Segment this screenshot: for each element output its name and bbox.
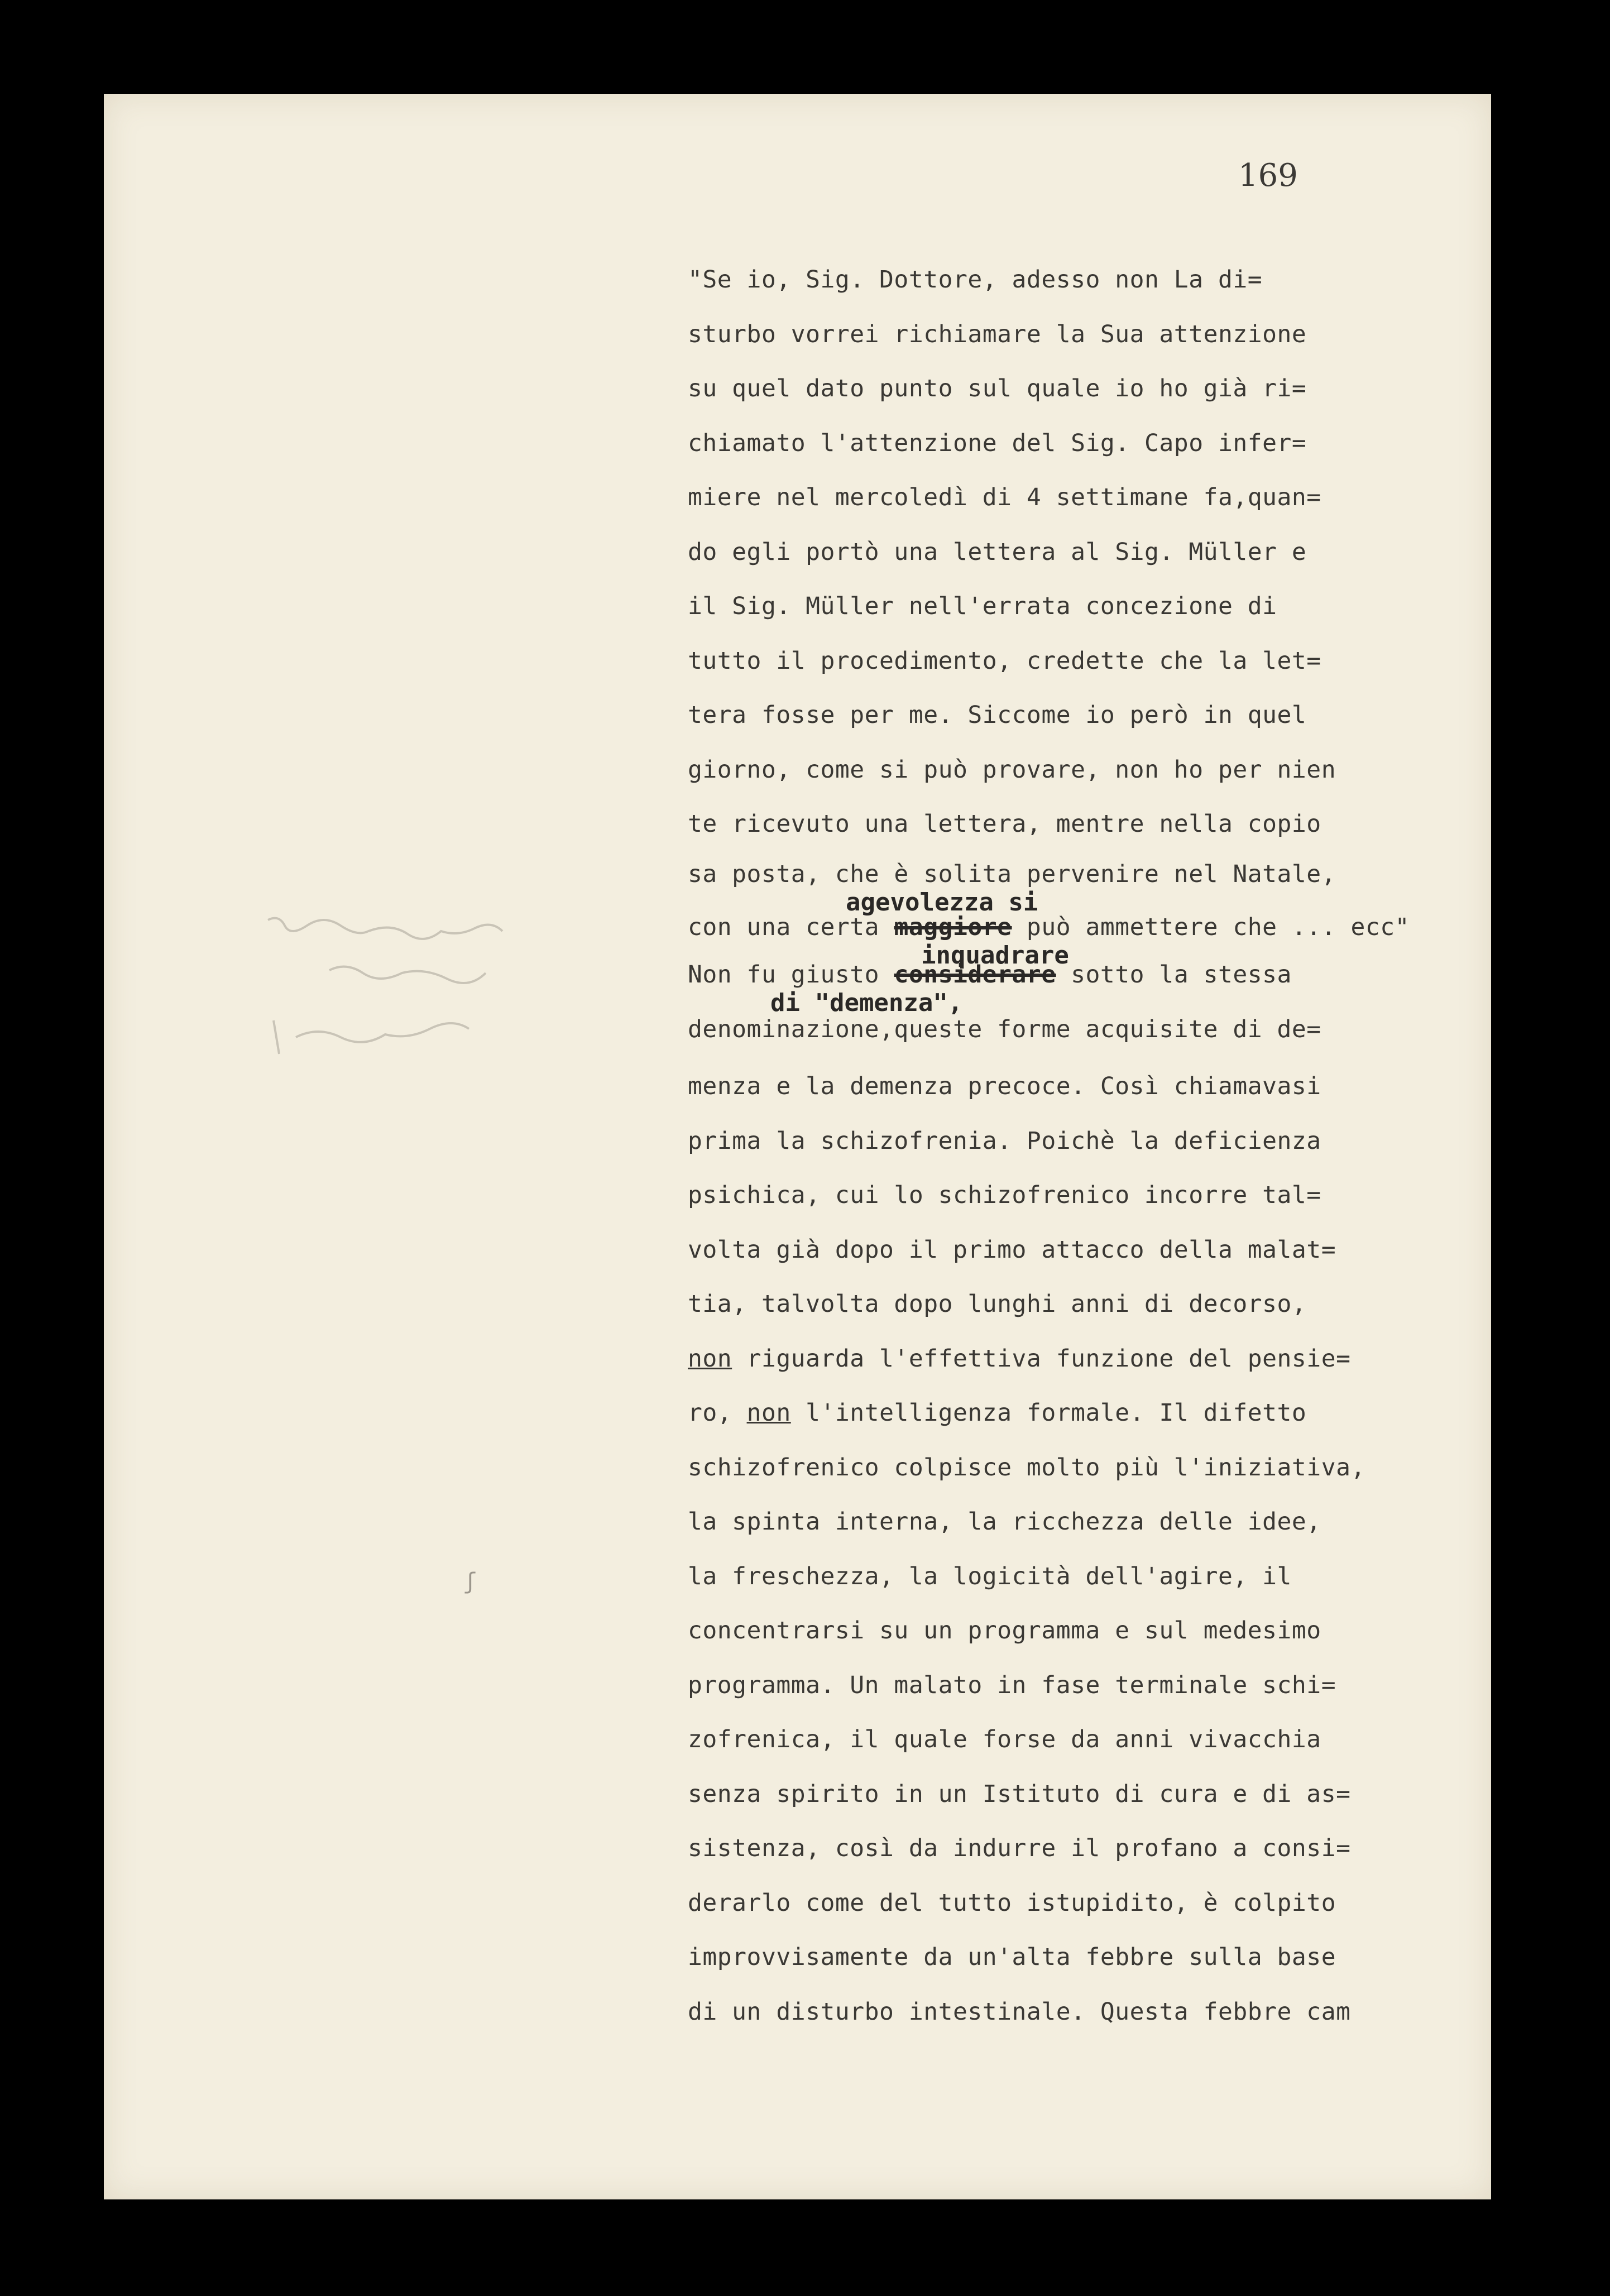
line14-before: Non fu giusto <box>688 961 894 989</box>
text-line-6: do egli portò una lettera al Sig. Müller e <box>688 538 1307 566</box>
text-line-27: programma. Un malato in fase terminale schi= <box>688 1671 1336 1699</box>
text-line-20: tia, talvolta dopo lunghi anni di decorso, <box>688 1290 1307 1318</box>
struck-word-maggiore: maggiore <box>894 913 1012 941</box>
text-line-30: sistenza, così da indurre il profano a consi= <box>688 1834 1351 1862</box>
text-line-14 <box>688 963 1292 987</box>
faint-pencil-mark: ʃ <box>463 1569 477 1594</box>
text-line-16: menza e la demenza precoce. Così chiamavasi <box>688 1072 1321 1100</box>
text-line-5: miere nel mercoledì di 4 settimane fa,quan= <box>688 483 1321 511</box>
line21-after: riguarda l'effettiva funzione del pensie= <box>732 1345 1351 1373</box>
text-line-33: di un disturbo intestinale. Questa febbre cam <box>688 1998 1351 2026</box>
line14-after: sotto la stessa <box>1056 961 1292 989</box>
text-line-13 <box>688 915 1410 940</box>
pencil-scribble-graphic <box>262 909 575 1093</box>
text-line-8: tutto il procedimento, credette che la let= <box>688 647 1321 675</box>
text-line-3: su quel dato punto sul quale io ho già ri= <box>688 375 1307 402</box>
text-line-25: la freschezza, la logicità dell'agire, il <box>688 1562 1292 1590</box>
struck-word-considerare: considerare <box>894 961 1056 989</box>
text-line-12: sa posta, che è solita pervenire nel Natale, <box>688 860 1336 888</box>
text-line-24: la spinta interna, la ricchezza delle idee, <box>688 1508 1321 1536</box>
text-line-10: giorno, come si può provare, non ho per nien <box>688 756 1336 784</box>
line13-before: con una certa <box>688 913 894 941</box>
text-line-7: il Sig. Müller nell'errata concezione di <box>688 592 1277 620</box>
underlined-non-2: non <box>746 1399 791 1427</box>
text-line-28: zofrenica, il quale forse da anni vivacchia <box>688 1725 1321 1753</box>
text-line-32: improvvisamente da un'alta febbre sulla base <box>688 1943 1336 1971</box>
text-line-21 <box>688 1347 1350 1371</box>
text-line-11: te ricevuto una lettera, mentre nella copio <box>688 810 1321 838</box>
line22-before: ro, <box>688 1399 747 1427</box>
line22-after: l'intelligenza formale. Il difetto <box>790 1399 1307 1427</box>
text-line-23: schizofrenico colpisce molto più l'iniziativa, <box>688 1454 1365 1482</box>
text-line-29: senza spirito in un Istituto di cura e di as= <box>688 1780 1351 1808</box>
insertion-inquadrare: inquadrare <box>921 941 1069 970</box>
page-number: 169 <box>1238 157 1298 194</box>
margin-pencil-note <box>262 909 575 1093</box>
text-line-15: denominazione,queste forme acquisite di de= <box>688 1015 1321 1043</box>
underlined-non-1: non <box>688 1345 732 1373</box>
text-line-19: volta già dopo il primo attacco della malat= <box>688 1236 1336 1264</box>
text-line-18: psichica, cui lo schizofrenico incorre tal= <box>688 1181 1321 1209</box>
insertion-demenza: di "demenza", <box>770 989 963 1017</box>
text-line-22 <box>688 1401 1306 1425</box>
text-line-1: "Se io, Sig. Dottore, adesso non La di= <box>688 266 1263 294</box>
text-line-17: prima la schizofrenia. Poichè la deficienza <box>688 1127 1321 1155</box>
text-line-26: concentrarsi su un programma e sul medesimo <box>688 1617 1321 1645</box>
line13-after: può ammettere che ... ecc" <box>1012 913 1410 941</box>
text-line-31: derarlo come del tutto istupidito, è colpito <box>688 1889 1336 1917</box>
text-line-4: chiamato l'attenzione del Sig. Capo infer= <box>688 429 1307 457</box>
text-line-9: tera fosse per me. Siccome io però in quel <box>688 701 1307 729</box>
insertion-agevolezza: agevolezza si <box>846 888 1038 917</box>
text-line-2: sturbo vorrei richiamare la Sua attenzione <box>688 320 1307 348</box>
